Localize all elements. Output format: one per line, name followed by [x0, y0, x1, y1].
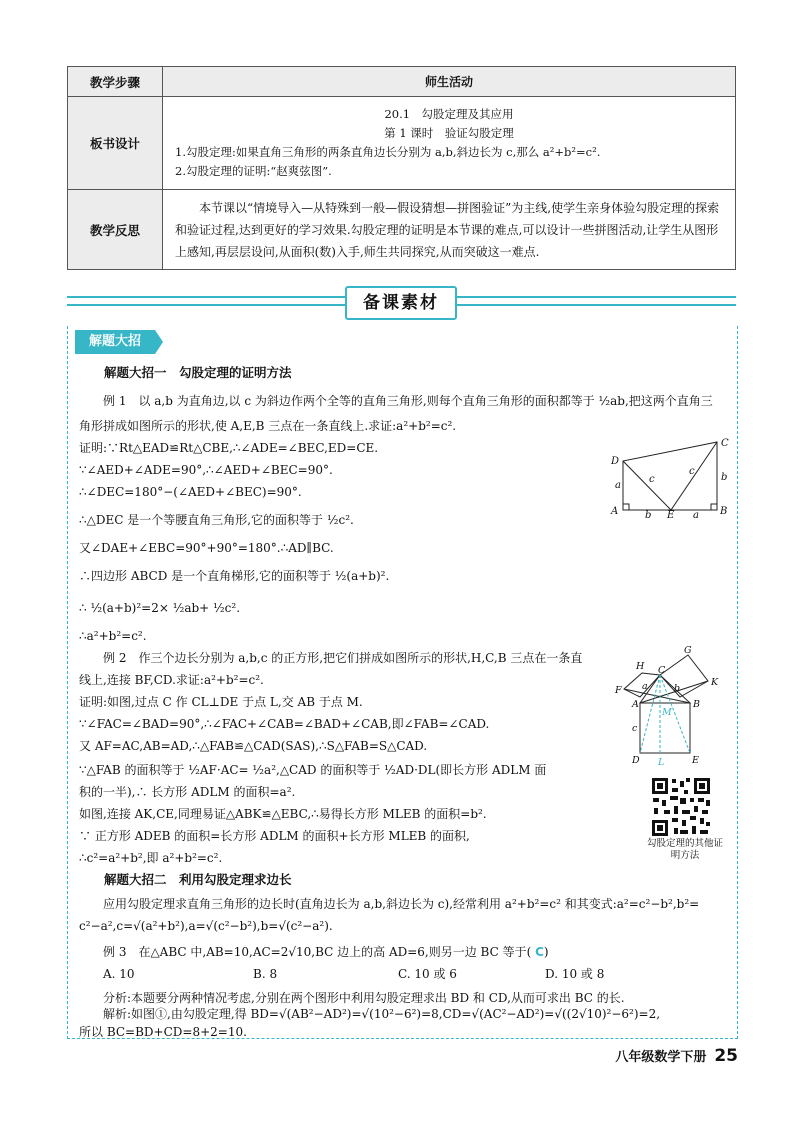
example-3	[103, 944, 549, 960]
example-3-answer: C	[535, 945, 544, 959]
fig1-side-b-bottom: b	[645, 510, 652, 518]
qr-caption: 勾股定理的其他证明方法	[646, 838, 723, 861]
fig2-square-b	[660, 655, 708, 697]
heading-2: 解题大招二 利用勾股定理求边长	[104, 872, 292, 887]
proof1-line-1: 证明:∵Rt△EAD≌Rt△CBE,∴∠ADE=∠BEC,ED=CE.	[79, 441, 379, 455]
option-c: C. 10 或 6	[398, 967, 457, 981]
fig2-label-g: G	[684, 645, 692, 656]
fig1-label-b: B	[720, 506, 728, 517]
example-1-line-b: 角形拼成如图所示的形状,使 A,E,B 三点在一条直线上.求证:a²+b²=c².	[79, 419, 457, 433]
fig1-right-angle-a	[623, 504, 629, 510]
proof1-line-8: ∴a²+b²=c².	[79, 629, 147, 643]
fig2-label-h: H	[636, 661, 645, 672]
example-3-stem: 例 3 在△ABC 中,AB=10,AC=2√10,BC 边上的高 AD=6,则另一边 BC 等于(	[103, 945, 532, 959]
rule-line-1: 应用勾股定理求直角三角形的边长时(直角边长为 a,b,斜边长为 c),经常利用 a²+b²=c² 和其变式:a²=c²−b²,b²=	[103, 897, 700, 911]
header-activity: 师生活动	[163, 67, 736, 97]
fig1-label-e: E	[667, 510, 675, 518]
proof2-line-2: ∵∠FAC=∠BAD=90°,∴∠FAC+∠CAB=∠BAD+∠CAB,即∠FAB=∠CAD.	[79, 717, 490, 731]
page-number: 25	[714, 1046, 738, 1066]
fig2-side-a: a	[642, 681, 648, 692]
rule-line-2: c²−a²,c=√(a²+b²),a=√(c²−b²),b=√(c²−a²).	[79, 919, 333, 933]
proof2-line-3: 又 AF=AC,AB=AD,∴△FAB≌△CAD(SAS),∴S△FAB=S△CAD.	[79, 739, 428, 753]
fig2-label-d: D	[632, 755, 640, 766]
fig2-label-b: B	[693, 699, 700, 710]
example-2-line-a: 例 2 作三个边长分别为 a,b,c 的正方形,把它们拼成如图所示的形状,H,C,B 三点在一条直	[103, 651, 583, 665]
proof2-line-4: ∵△FAB 的面积等于 ½AF·AC= ½a²,△CAD 的面积等于 ½AD·DL(即长方形 ADLM 面	[79, 763, 547, 777]
option-a: A. 10	[103, 967, 135, 981]
proof2-line-7: ∵ 正方形 ADEB 的面积=长方形 ADLM 的面积+长方形 MLEB 的面积,	[79, 829, 470, 843]
heading-1: 解题大招一 勾股定理的证明方法	[104, 365, 292, 380]
proof2-line-8: ∴c²=a²+b²,即 a²+b²=c².	[79, 851, 223, 865]
fig2-label-e: E	[692, 755, 699, 766]
fig2-label-a: A	[632, 699, 639, 710]
lesson-plan-table	[67, 66, 736, 270]
tips-tag: 解题大招	[75, 330, 155, 354]
figure-squares	[612, 645, 727, 770]
book-title: 八年级数学下册	[615, 1050, 707, 1065]
proof2-line-1: 证明:如图,过点 C 作 CL⊥DE 于点 L,交 AB 于点 M.	[79, 695, 363, 709]
proof1-line-6: ∴四边形 ABCD 是一个直角梯形,它的面积等于 ½(a+b)².	[79, 569, 390, 583]
board-line-1: 1.勾股定理:如果直角三角形的两条直角边长分别为 a,b,斜边长为 c,那么 a²+b²=c².	[175, 145, 601, 159]
section-banner: 备课素材	[345, 286, 457, 320]
proof1-line-2: ∵∠AED+∠ADE=90°,∴∠AED+∠BEC=90°.	[79, 463, 333, 477]
analysis: 分析:本题要分两种情况考虑,分别在两个图形中利用勾股定理求出 BD 和 CD,从而可求出 BC 的长.	[103, 991, 625, 1005]
fig1-right-angle-b	[711, 504, 717, 510]
proof2-line-5: 积的一半),∴ 长方形 ADLM 的面积=a².	[79, 785, 296, 799]
fig2-label-m: M	[662, 707, 672, 718]
board-title: 20.1 勾股定理及其应用	[384, 107, 514, 121]
example-3-close-paren: )	[543, 945, 549, 959]
fig1-label-d: D	[611, 456, 620, 467]
proof2-line-6: 如图,连接 AK,CE,同理易证△ABK≌△EBC,∴易得长方形 MLEB 的面积=b².	[79, 807, 487, 821]
page-footer	[615, 1046, 738, 1066]
fig2-label-k: K	[711, 677, 719, 688]
fig1-side-c-right: c	[689, 466, 695, 477]
fig1-label-c: C	[721, 438, 729, 449]
proof1-line-3: ∴∠DEC=180°−(∠AED+∠BEC)=90°.	[79, 485, 302, 499]
reflection-text: 本节课以“情境导入—从特殊到一般—假设猜想—拼图验证”为主线,使学生亲身体验勾股定理的探索和验证过程,达到更好的学习效果.勾股定理的证明是本节课的难点,可以设计一些拼图活动,让学生从图形上感知,再层层设问,从面积(数)入手,师生共同探究,从而突破这一难点.	[163, 190, 736, 270]
fig2-side-c: c	[632, 723, 638, 734]
header-step: 教学步骤	[68, 67, 163, 97]
fig2-label-c: C	[658, 665, 666, 676]
fig1-side-a-left: a	[615, 480, 621, 491]
row-board-label: 板书设计	[68, 97, 163, 190]
option-b: B. 8	[253, 967, 278, 981]
qr-code-icon[interactable]	[650, 776, 712, 838]
example-2-line-b: 线上,连接 BF,CD.求证:a²+b²=c².	[79, 673, 264, 687]
example-1-line-a: 例 1 以 a,b 为直角边,以 c 为斜边作两个全等的直角三角形,则每个直角三角形的面积都等于 ½ab,把这两个直角三	[103, 394, 713, 408]
proof1-line-5: 又∠DAE+∠EBC=90°+90°=180°.∴AD∥BC.	[79, 541, 334, 555]
fig1-side-b-right: b	[721, 472, 728, 483]
proof1-line-7: ∴ ½(a+b)²=2× ½ab+ ½c².	[79, 601, 241, 615]
proof1-line-4: ∴△DEC 是一个等腰直角三角形,它的面积等于 ½c².	[79, 513, 354, 527]
fig1-side-c-left: c	[649, 474, 655, 485]
fig1-de	[623, 461, 671, 510]
row-reflection-label: 教学反思	[68, 190, 163, 270]
fig2-side-b: b	[674, 683, 681, 694]
fig2-label-f: F	[615, 685, 622, 696]
fig1-side-a-bottom: a	[693, 510, 699, 518]
solution-line-1: 解析:如图①,由勾股定理,得 BD=√(AB²−AD²)=√(10²−6²)=8,CD=√(AC²−AD²)=√((2√10)²−6²)=2,	[103, 1007, 661, 1021]
solution-line-2: 所以 BC=BD+CD=8+2=10.	[79, 1025, 247, 1039]
fig1-label-a: A	[611, 506, 619, 517]
figure-trapezoid	[605, 438, 735, 518]
board-design-cell	[163, 97, 736, 190]
option-d: D. 10 或 8	[545, 967, 605, 981]
fig2-label-l: L	[658, 757, 665, 768]
board-subtitle: 第 1 课时 验证勾股定理	[384, 126, 514, 140]
board-line-2: 2.勾股定理的证明:“赵爽弦图”.	[175, 164, 332, 178]
